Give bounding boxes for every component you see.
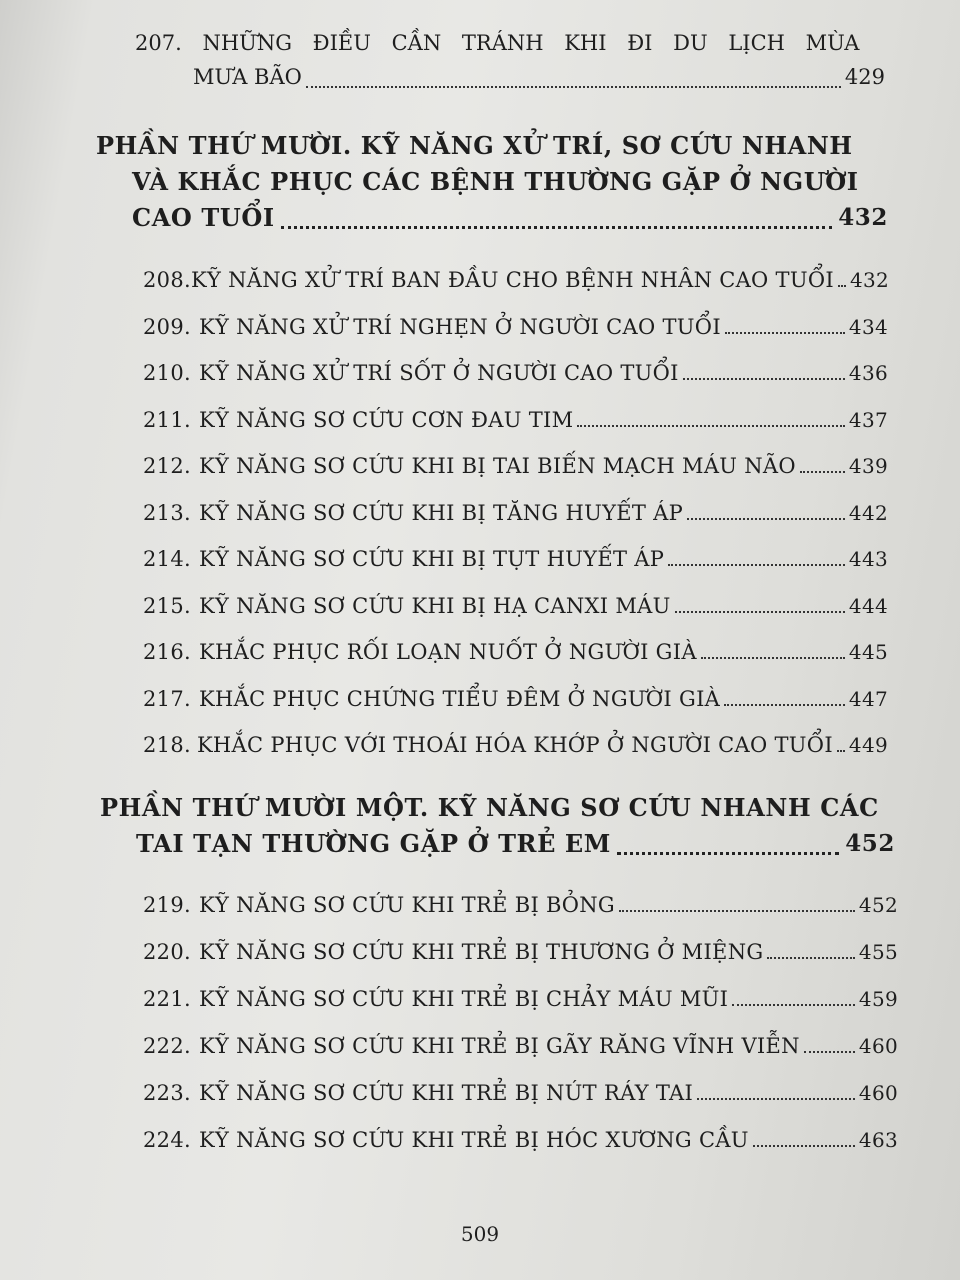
toc-entry bbox=[143, 640, 888, 664]
dot-leader bbox=[724, 704, 845, 706]
toc-entry-page: 443 bbox=[848, 547, 888, 571]
toc-entry-page: 460 bbox=[858, 1034, 898, 1058]
dot-leader bbox=[701, 657, 845, 659]
dot-leader bbox=[804, 1051, 855, 1053]
toc-entry-title: KỸ NĂNG XỬ TRÍ BAN ĐẦU CHO BỆNH NHÂN CAO TUỔI bbox=[190, 268, 834, 292]
toc-entry bbox=[143, 1128, 898, 1152]
toc-entry-title: KHẮC PHỤC CHỨNG TIỂU ĐÊM Ở NGƯỜI GIÀ bbox=[199, 686, 721, 711]
toc-entry-page: 436 bbox=[848, 361, 888, 385]
toc-entry-number: 215. bbox=[143, 593, 191, 618]
toc-entry-title: KỸ NĂNG SƠ CỨU KHI TRẺ BỊ THƯƠNG Ở MIỆNG bbox=[199, 940, 764, 964]
toc-entry-number: 212. bbox=[143, 454, 191, 478]
toc-entry bbox=[143, 687, 888, 711]
toc-entry-number: 220. bbox=[143, 940, 191, 964]
toc-entry-title: KỸ NĂNG SƠ CỨU CƠN ĐAU TIM bbox=[199, 407, 574, 432]
dot-leader bbox=[668, 564, 845, 566]
toc-entry bbox=[143, 1034, 898, 1058]
toc-entry-number: 211. bbox=[143, 407, 191, 432]
toc-entry-title: KỸ NĂNG SƠ CỨU KHI TRẺ BỊ GÃY RĂNG VĨNH VIỄN bbox=[199, 1034, 800, 1058]
toc-entry-207 bbox=[135, 26, 885, 94]
toc-entry-title-line2: MƯA BÃO bbox=[193, 65, 302, 89]
toc-entry-title: KỸ NĂNG SƠ CỨU KHI TRẺ BỊ BỎNG bbox=[199, 893, 616, 917]
toc-entry-number: 224. bbox=[143, 1128, 191, 1152]
dot-leader bbox=[306, 86, 841, 88]
dot-leader bbox=[767, 957, 854, 959]
dot-leader bbox=[753, 1145, 855, 1147]
dot-leader bbox=[675, 611, 845, 613]
toc-entry-number: 221. bbox=[143, 987, 191, 1011]
toc-entry bbox=[143, 268, 888, 292]
toc-entry bbox=[143, 315, 888, 339]
toc-entry bbox=[143, 408, 888, 432]
toc-entry-number: 222. bbox=[143, 1034, 191, 1058]
toc-entry-page: 449 bbox=[848, 733, 888, 757]
toc-entry-number: 208. bbox=[143, 268, 191, 292]
toc-entry-title-line1: NHỮNG ĐIỀU CẦN TRÁNH KHI ĐI DU LỊCH MÙA bbox=[202, 31, 860, 55]
dot-leader bbox=[732, 1004, 855, 1006]
part-heading-line3: CAO TUỔI bbox=[132, 203, 275, 232]
dot-leader bbox=[697, 1098, 855, 1100]
toc-entry-page: 444 bbox=[848, 593, 888, 618]
toc-entry-number: 223. bbox=[143, 1081, 191, 1105]
toc-entry-number: 214. bbox=[143, 547, 191, 571]
dot-leader bbox=[838, 285, 846, 287]
part-heading-line1: PHẦN THỨ MƯỜI. KỸ NĂNG XỬ TRÍ, SƠ CỨU NHANH bbox=[96, 131, 853, 160]
toc-entry-title: KỸ NĂNG XỬ TRÍ SỐT Ở NGƯỜI CAO TUỔI bbox=[199, 361, 679, 385]
part-heading-line2: VÀ KHẮC PHỤC CÁC BỆNH THƯỜNG GẶP Ở NGƯỜI bbox=[132, 167, 859, 196]
toc-entry-number: 213. bbox=[143, 500, 191, 525]
dot-leader bbox=[725, 332, 845, 334]
dot-leader bbox=[800, 471, 845, 473]
part-10-heading bbox=[96, 128, 888, 236]
toc-entry-title: KỸ NĂNG SƠ CỨU KHI BỊ HẠ CANXI MÁU bbox=[199, 593, 671, 618]
toc-entry-number: 216. bbox=[143, 640, 191, 664]
toc-entry-page: 442 bbox=[848, 500, 888, 525]
toc-entry bbox=[143, 733, 888, 757]
toc-entry bbox=[143, 1081, 898, 1105]
toc-entry-title: KỸ NĂNG SƠ CỨU KHI BỊ TĂNG HUYẾT ÁP bbox=[199, 500, 684, 525]
toc-entry-page: 439 bbox=[848, 454, 888, 478]
dot-leader bbox=[837, 750, 845, 752]
dot-leader bbox=[617, 852, 839, 855]
page-number: 509 bbox=[460, 1222, 500, 1246]
dot-leader bbox=[619, 910, 855, 912]
toc-entry bbox=[143, 547, 888, 571]
toc-entry-title: KỸ NĂNG SƠ CỨU KHI TRẺ BỊ NÚT RÁY TAI bbox=[199, 1081, 694, 1105]
toc-entry-title: KỸ NĂNG SƠ CỨU KHI BỊ TAI BIẾN MẠCH MÁU NÃO bbox=[199, 454, 796, 478]
toc-entry-number: 210. bbox=[143, 361, 191, 385]
toc-entry-title: KHẮC PHỤC RỐI LOẠN NUỐT Ở NGƯỜI GIÀ bbox=[199, 640, 697, 664]
toc-entry-page: 434 bbox=[848, 314, 888, 339]
toc-entry bbox=[143, 361, 888, 385]
part-heading-line1: PHẦN THỨ MƯỜI MỘT. KỸ NĂNG SƠ CỨU NHANH CÁC bbox=[100, 793, 879, 822]
toc-entry-number: 217. bbox=[143, 686, 191, 711]
part-11-heading bbox=[100, 790, 895, 862]
part-heading-line2: TAI TẠN THƯỜNG GẶP Ở TRẺ EM bbox=[136, 829, 611, 858]
dot-leader bbox=[281, 226, 832, 229]
toc-entry-page: 429 bbox=[844, 65, 885, 89]
toc-entry bbox=[143, 454, 888, 478]
toc-entry-number: 218. bbox=[143, 733, 191, 757]
toc-entry-page: 452 bbox=[858, 893, 898, 917]
toc-entry-number: 219. bbox=[143, 893, 191, 917]
toc-entry-page: 432 bbox=[849, 268, 890, 292]
toc-entry-page: 463 bbox=[858, 1128, 898, 1152]
part-heading-page: 432 bbox=[838, 204, 888, 231]
toc-entry-title: KHẮC PHỤC VỚI THOÁI HÓA KHỚP Ở NGƯỜI CAO TUỔI bbox=[196, 733, 833, 757]
toc-entry-page: 437 bbox=[848, 407, 888, 432]
toc-entry-page: 447 bbox=[848, 686, 888, 711]
toc-entry-page: 455 bbox=[858, 940, 898, 964]
toc-entry bbox=[143, 594, 888, 618]
part-heading-page: 452 bbox=[845, 830, 895, 857]
toc-entry-title: KỸ NĂNG XỬ TRÍ NGHẸN Ở NGƯỜI CAO TUỔI bbox=[199, 314, 721, 339]
dot-leader bbox=[577, 425, 844, 427]
toc-entry-title: KỸ NĂNG SƠ CỨU KHI TRẺ BỊ HÓC XƯƠNG CẦU bbox=[199, 1128, 749, 1152]
toc-entry-page: 445 bbox=[848, 640, 888, 664]
toc-entry-number: 209. bbox=[143, 314, 191, 339]
toc-entry bbox=[143, 893, 898, 917]
toc-entry bbox=[143, 940, 898, 964]
dot-leader bbox=[683, 378, 845, 380]
toc-entry-number: 207. bbox=[135, 31, 182, 55]
dot-leader bbox=[687, 518, 845, 520]
toc-entry-page: 460 bbox=[858, 1081, 898, 1105]
toc-entry-title: KỸ NĂNG SƠ CỨU KHI TRẺ BỊ CHẢY MÁU MŨI bbox=[199, 987, 729, 1011]
toc-entry bbox=[143, 501, 888, 525]
toc-entry bbox=[143, 987, 898, 1011]
toc-entry-title: KỸ NĂNG SƠ CỨU KHI BỊ TỤT HUYẾT ÁP bbox=[199, 547, 665, 571]
toc-entry-page: 459 bbox=[858, 987, 898, 1011]
